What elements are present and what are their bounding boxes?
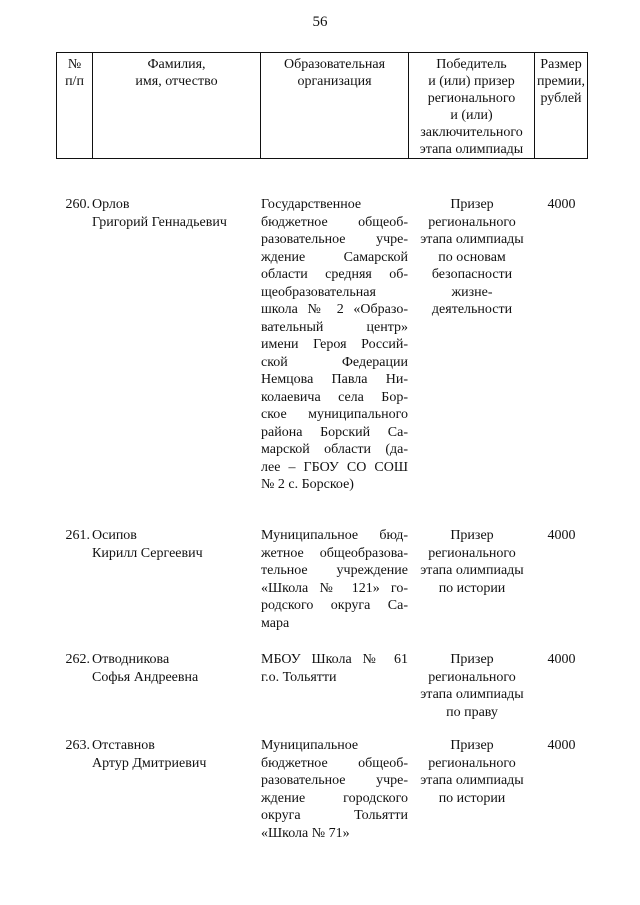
winner-line: жизне- [451,284,493,300]
page-number: 56 [312,14,328,30]
winner-status [410,737,534,807]
org-line: бюджетное общеоб- [261,755,408,771]
winner-line: регионального [428,214,516,230]
org-line: школа № 2 «Образо- [261,302,408,317]
org-line: лее – ГБОУ СО СОШ [261,459,408,475]
winner-line: этапа олимпиады [420,563,524,578]
org-line: бюджетное общеоб- [261,214,408,230]
winner-line: регионального [428,755,516,771]
given-names: Артур Дмитриевич [92,755,207,771]
org-line: тельное учреждение [261,563,408,578]
winner-line: регионального [428,669,516,685]
prize-amount: 4000 [547,197,576,212]
org-line: мара [261,615,290,631]
surname: Отводникова [92,652,170,667]
winner-line: по основам [438,249,506,265]
org-line: «Школа № 121» го- [261,580,408,596]
organization [261,737,408,842]
table-header [56,52,588,159]
winner-line: по истории [438,790,506,806]
org-line: ской Федерации [261,354,408,370]
org-line: Муниципальное [261,738,359,753]
org-line: жетное общеобразова- [261,545,408,561]
winner-line: безопасности [431,267,513,282]
organization [261,527,408,632]
prize-amount: 4000 [547,652,576,667]
winner-line: этапа олимпиады [420,773,524,788]
winner-line: Призер [450,197,494,212]
org-line: Муниципальное бюд- [261,528,408,543]
winner-line: Призер [450,528,494,543]
header-num [57,53,93,159]
org-line: округа Тольятти [261,808,408,823]
org-line: № 2 с. Борское) [261,477,354,492]
header-winner-text: Победитель и (или) призер регионального и (или) заключительного этапа олимпиады [419,57,524,157]
org-line: марской области (да- [261,442,408,457]
winner-line: этапа олимпиады [420,687,524,702]
row-number: 260. [65,197,90,212]
org-line: ское муниципального [261,407,408,422]
surname: Орлов [92,197,130,212]
winner-line: по истории [438,580,506,596]
organization [261,651,408,686]
org-line: области средняя об- [261,267,408,282]
winner-status [410,196,534,319]
header-row [57,53,588,159]
student-name [92,737,257,772]
given-names: Софья Андреевна [92,669,199,685]
header-org-text: Образовательная организация [283,57,386,89]
org-line: г.о. Тольятти [261,669,337,685]
org-line: разовательное учре- [261,773,408,788]
header-num-text: № п/п [65,57,84,89]
org-line: ждение Самарской [261,249,408,265]
header-name-text: Фамилия, имя, отчество [135,57,218,89]
winner-line: регионального [428,545,516,561]
organization [261,196,408,494]
winner-line: деятельности [431,302,513,317]
prize-amount: 4000 [547,738,576,753]
winner-line: Призер [450,652,494,667]
student-name [92,527,257,562]
winner-line: по праву [446,704,498,720]
header-prize [535,53,588,159]
header-prize-text: Размер премии, рублей [537,57,586,106]
header-org [261,53,409,159]
student-name [92,196,257,231]
prize-amount: 4000 [547,528,576,543]
winner-status [410,527,534,597]
org-line: щеобразовательная [261,284,376,300]
given-names: Кирилл Сергеевич [92,545,203,561]
surname: Осипов [92,528,137,543]
org-line: «Школа № 71» [261,825,350,841]
row-number: 261. [65,528,90,543]
org-line: родского округа Са- [261,598,408,613]
org-line: колаевича села Бор- [261,389,408,405]
org-line: Немцова Павла Ни- [261,372,408,387]
org-line: вательный центр» [261,319,408,335]
student-name [92,651,257,686]
org-line: района Борский Са- [261,424,408,440]
org-line: Государственное [261,197,362,212]
org-line: имени Героя Россий- [261,337,408,352]
org-line: ждение городского [261,790,408,806]
winner-line: Призер [450,738,494,753]
row-number: 262. [65,652,90,667]
header-winner [409,53,535,159]
winner-status [410,651,534,721]
given-names: Григорий Геннадьевич [92,214,227,230]
org-line: МБОУ Школа № 61 [261,652,408,667]
surname: Отставнов [92,738,155,753]
header-name [93,53,261,159]
org-line: разовательное учре- [261,232,408,247]
row-number: 263. [65,738,90,753]
winner-line: этапа олимпиады [420,232,524,247]
